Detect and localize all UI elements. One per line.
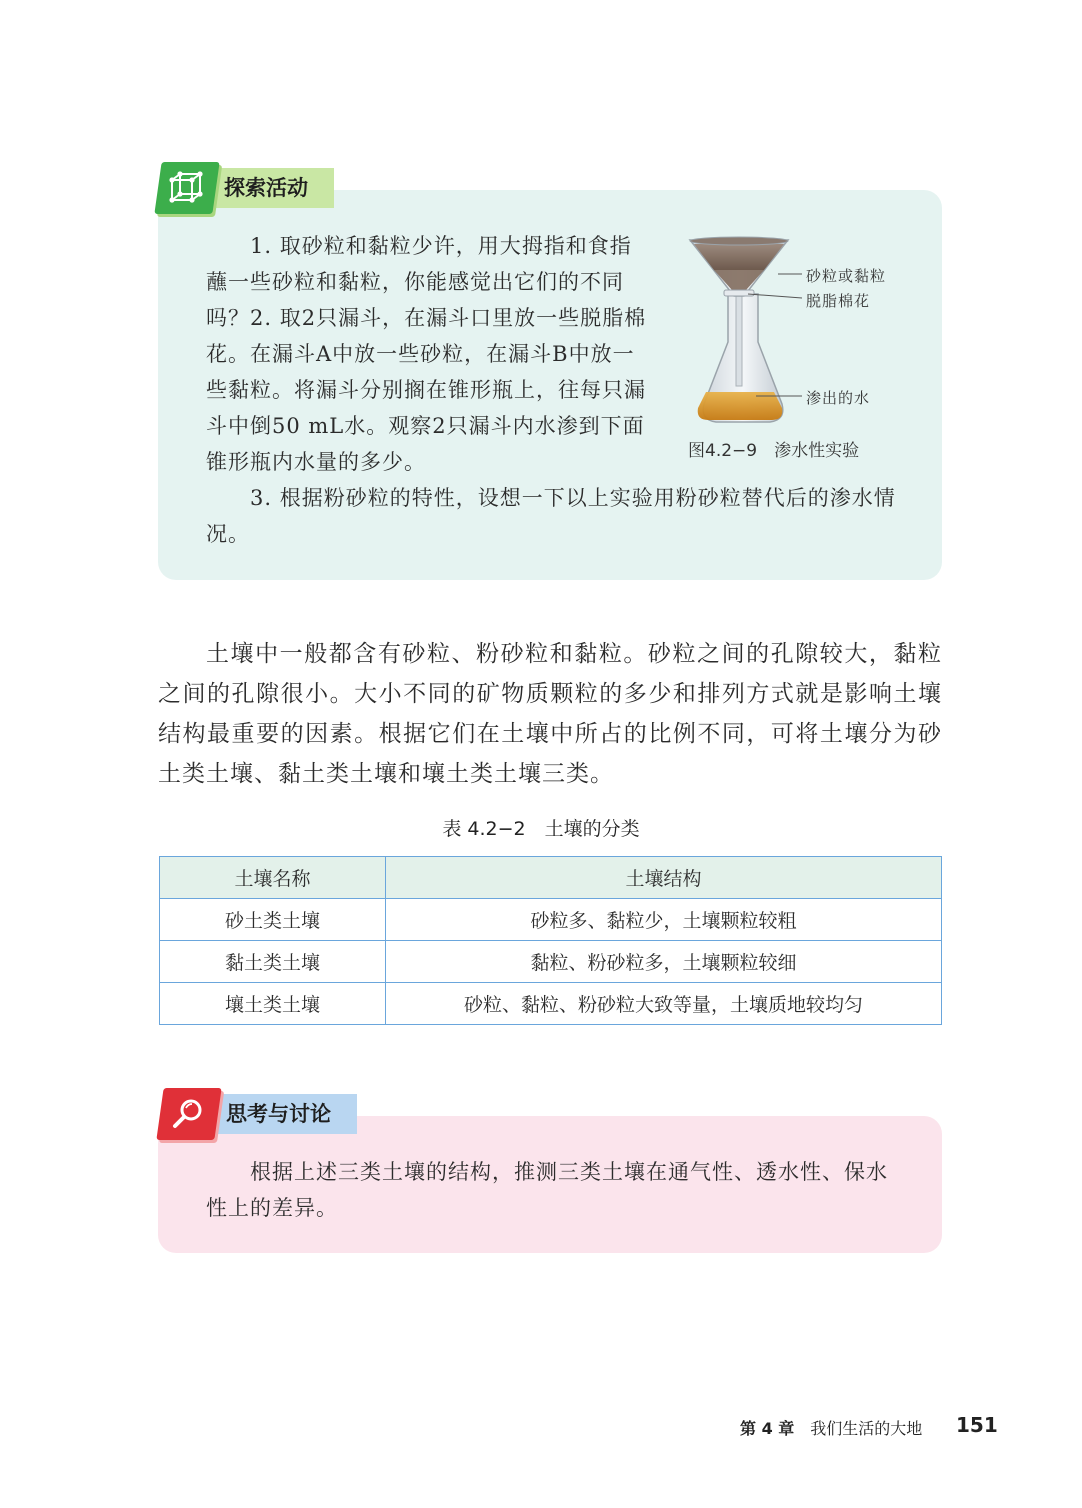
explore-step-2: 2. 取2只漏斗，在漏斗口里放一些脱脂棉花。在漏斗A中放一些砂粒，在漏斗B中放一些黏粒。将漏斗分别搁在锥形瓶上，往每只漏斗中倒50 mL水。观察2只漏斗内水渗到下面锥形瓶内水量的多少。 [206, 306, 647, 474]
table-header-cell: 土壤名称 [160, 857, 386, 899]
explore-step-1: 1. 取砂粒和黏粒少许，用大拇指和食指蘸一些砂粒和黏粒，你能感觉出它们的不同吗？ [206, 234, 632, 330]
think-discuss-text: 根据上述三类土壤的结构，推测三类土壤在通气性、透水性、保水性上的差异。 [206, 1160, 888, 1220]
table-title: 表 4.2−2 土壤的分类 [442, 818, 640, 840]
think-discuss-tag [160, 1088, 375, 1138]
figure-caption: 图4.2−9 渗水性实验 [688, 441, 860, 461]
page-number: 151 [956, 1413, 998, 1437]
table-cell: 砂粒、黏粒、粉砂粒大致等量，土壤质地较均匀 [386, 983, 942, 1025]
chapter-title: 我们生活的大地 [810, 1419, 923, 1438]
funnel-flask-illustration [684, 232, 904, 432]
table-row [160, 899, 942, 941]
explore-step-3: 3. 根据粉砂粒的特性，设想一下以上实验用粉砂粒替代后的渗水情况。 [206, 486, 896, 546]
soil-classification-table [159, 856, 942, 1025]
explore-activity-tag [158, 162, 348, 212]
cube-network-icon [168, 170, 204, 206]
table-cell: 壤土类土壤 [160, 983, 386, 1025]
label-absorbent-cotton: 脱脂棉花 [806, 292, 871, 310]
table-row [160, 941, 942, 983]
label-seeped-water: 渗出的水 [806, 389, 871, 407]
chapter-number: 第 4 章 [740, 1419, 795, 1438]
table-header-row [160, 857, 942, 899]
label-sand-or-clay: 砂粒或黏粒 [806, 267, 887, 285]
magnifier-icon [170, 1096, 206, 1132]
table-header-cell: 土壤结构 [386, 857, 942, 899]
footer-chapter [740, 1416, 922, 1439]
table-cell: 黏土类土壤 [160, 941, 386, 983]
table-row [160, 983, 942, 1025]
explore-badge [154, 162, 219, 214]
explore-activity-title: 探索活动 [202, 168, 334, 208]
table-cell: 砂土类土壤 [160, 899, 386, 941]
body-paragraph: 土壤中一般都含有砂粒、粉砂粒和黏粒。砂粒之间的孔隙较大，黏粒之间的孔隙很小。大小不同的矿物质颗粒的多少和排列方式就是影响土壤结构最重要的因素。根据它们在土壤中所占的比例不同，可将土壤分为砂土类土壤、黏土类土壤和壤土类土壤三类。 [158, 641, 942, 787]
table-cell: 砂粒多、黏粒少，土壤颗粒较粗 [386, 899, 942, 941]
think-badge [156, 1088, 221, 1140]
think-discuss-title: 思考与讨论 [204, 1094, 357, 1134]
table-cell: 黏粒、粉砂粒多，土壤颗粒较细 [386, 941, 942, 983]
